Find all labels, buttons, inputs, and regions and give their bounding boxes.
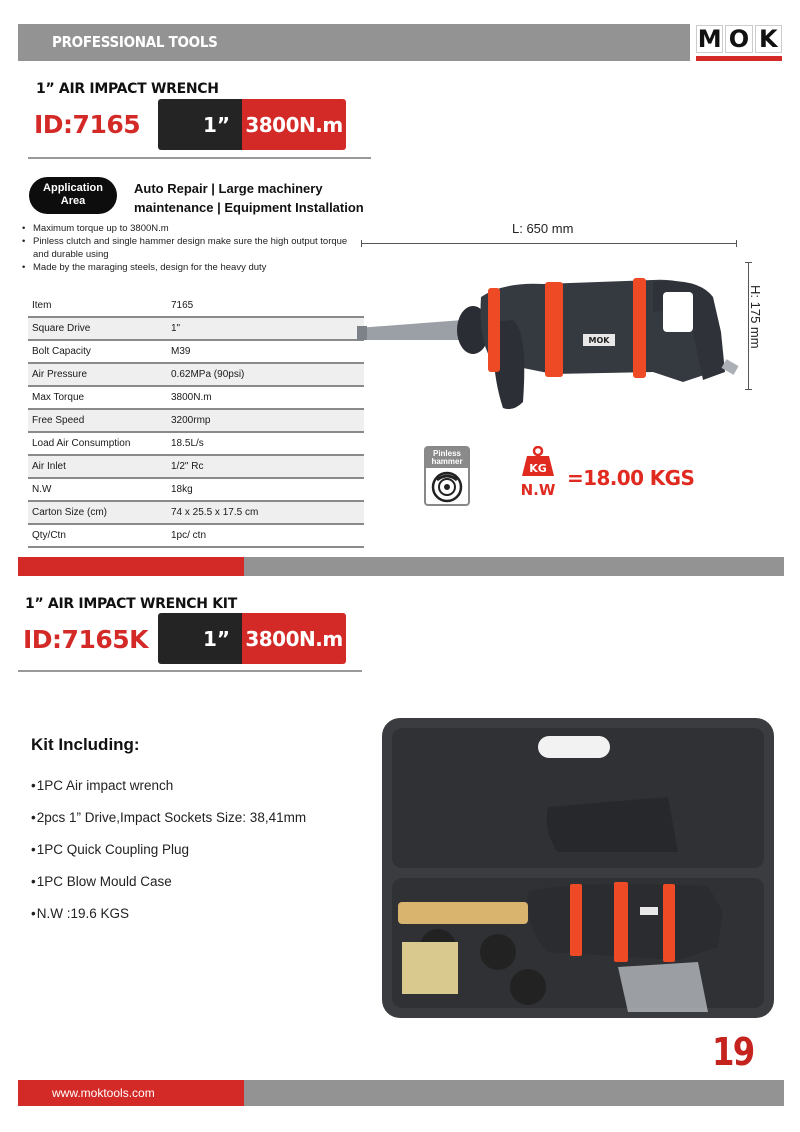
application-area-pill [29,177,117,214]
spec-key: Load Air Consumption [32,438,131,449]
table-row [28,409,364,432]
spec-key: Square Drive [32,323,91,334]
section-divider-bar [18,557,784,576]
drive-size: 1” [158,613,242,664]
spec-value: 18.5L/s [171,438,204,449]
spec-key: N.W [32,484,52,495]
tool-logo: MOK [588,336,610,345]
application-line: maintenance | Equipment Installation [134,200,364,215]
blow-mould-case-image [378,712,778,1022]
product-title: 1” AIR IMPACT WRENCH [36,81,219,97]
height-dimension-label: H: 175 mm [748,285,763,349]
spec-key: Air Pressure [32,369,88,380]
table-row [28,432,364,455]
table-row [28,524,364,547]
spec-table [28,294,364,548]
drive-size: 1” [158,99,242,150]
torque-value: 3800N.m [242,99,346,150]
kit-item: • 2pcs 1” Drive,Impact Sockets Size: 38,41mm [31,810,306,842]
spec-key: Max Torque [32,392,85,403]
application-line: Auto Repair | Large machinery [134,181,323,196]
spec-badge [158,99,346,150]
spec-key: Qty/Ctn [32,530,66,541]
product-id: ID:7165K [23,625,149,654]
impact-wrench-image [353,262,748,412]
hammer-mechanism-icon [426,468,468,506]
divider-gray [244,557,784,576]
product-id: ID:7165 [34,110,141,139]
logo-letter: K [755,25,782,53]
spec-value: 0.62MPa (90psi) [171,369,245,380]
logo-stripe [696,56,782,61]
nw-label: N.W [520,481,556,498]
divider-red [18,557,244,576]
table-row [28,317,364,340]
application-label-line: Area [60,195,86,207]
spec-key: Free Speed [32,415,85,426]
table-row [28,501,364,524]
kg-label: KG [529,462,547,475]
table-row [28,455,364,478]
weight-icon [519,446,557,498]
pinless-label: Pinless [432,449,461,458]
application-text [134,179,364,217]
kit-list [31,778,306,938]
feature-list [22,222,352,274]
spec-value: 1pc/ ctn [171,530,207,541]
kit-item: • N.W :19.6 KGS [31,906,306,938]
heading-divider [18,670,362,672]
length-dimension-line [361,243,737,244]
kit-item: • 1PC Blow Mould Case [31,874,306,906]
feature-item: • Pinless clutch and single hammer design make sure the high output torque and durable using [22,235,352,261]
length-dimension-label: L: 650 mm [512,221,574,236]
spec-key: Air Inlet [32,461,66,472]
spec-value: M39 [171,346,191,357]
spec-value: 1/2" Rc [171,461,204,472]
kit-item: • 1PC Air impact wrench [31,778,306,810]
kit-heading: Kit Including: [31,735,140,754]
table-row [28,340,364,363]
pinless-label: hammer [431,457,463,466]
spec-key: Bolt Capacity [32,346,91,357]
feature-item: • Made by the maraging steels, design for the heavy duty [22,261,352,274]
brand-logo [696,25,782,61]
table-row [28,363,364,386]
spec-value: 18kg [171,484,193,495]
application-label-line: Application [43,182,103,194]
net-weight: =18.00 KGS [567,466,695,490]
spec-badge [158,613,346,664]
product-title: 1” AIR IMPACT WRENCH KIT [25,596,237,612]
heading-divider [28,157,371,159]
logo-letter: M [697,25,722,53]
table-row [28,478,364,501]
spec-value: 3800N.m [171,392,212,403]
footer-gray [244,1080,784,1106]
pinless-hammer-badge [424,446,470,506]
table-row [28,386,364,409]
spec-value: 7165 [171,299,194,311]
page-number: 19 [712,1030,754,1074]
spec-value: 74 x 25.5 x 17.5 cm [171,507,259,518]
section-title: PROFESSIONAL TOOLS [52,33,218,51]
spec-key: Carton Size (cm) [32,507,108,518]
table-row [28,294,364,317]
logo-letter: O [725,25,752,53]
spec-key: Item [32,299,52,311]
kit-item: • 1PC Quick Coupling Plug [31,842,306,874]
spec-value: 1" [171,323,181,334]
spec-value: 3200rmp [171,415,211,426]
footer-bar [18,1080,784,1106]
torque-value: 3800N.m [242,613,346,664]
feature-item: • Maximum torque up to 3800N.m [22,222,352,235]
website-link[interactable]: www.moktools.com [18,1080,244,1106]
